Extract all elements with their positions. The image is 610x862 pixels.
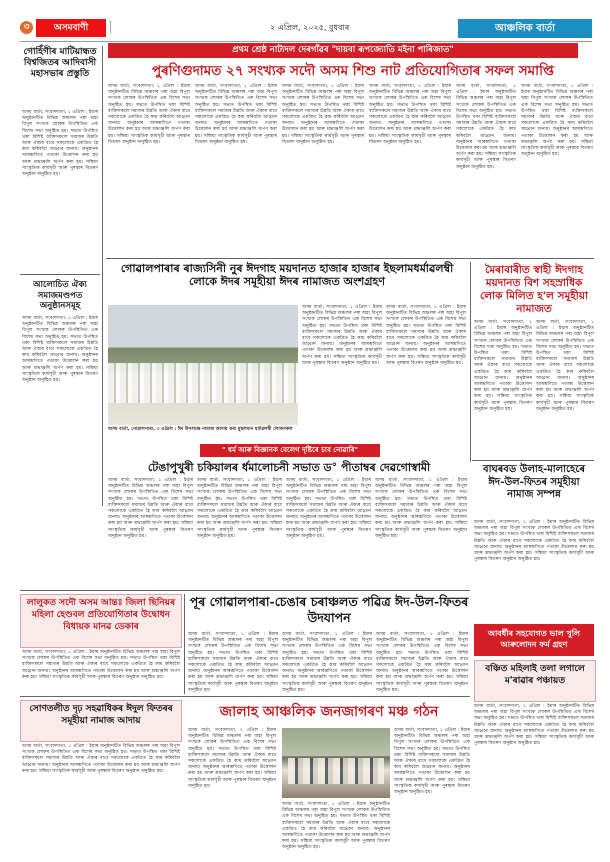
headline-bonchito: বঞ্চিত মহিলাই তলা লগালে ম'ৰাৱাৰ পঞ্চায়ত	[485, 664, 585, 686]
text-jalah-c1: অসম বাৰ্তা, সংবাদদাতা, ১ এপ্ৰিল : ইয়াৰ অনুষ্ঠানটিত বিভিন্ন অঞ্চলৰ পৰা অহা বিপুল সংখ্যক লোকৰ উপস্থিতিত এক বিশেষ সভা অনুষ্ঠিত হয়। সভাত উপস্থিত থকা বিশিষ্ট ব্যক্তিসকলে সমাজৰ উন্নতি আৰু ঐক্যৰ বাবে সকলোকে একত্ৰিত হৈ কাম কৰিবলৈ আহ্বান জনায়। অনুষ্ঠানৰ আৰম্ভণিতে পতাকা উত্তোলন কৰা হয় আৰু শ্ৰদ্ধাঞ্জলি অৰ্পণ কৰা হয়। সন্ধিয়া সাংস্কৃতিক কাৰ্যসূচী আৰু পুৰস্কাৰ বিতৰণ অনুষ্ঠান অনুষ্ঠিত হয়।	[188, 728, 276, 789]
divider	[102, 46, 103, 506]
laluk-box	[20, 594, 182, 648]
text-top-c1: অসম বাৰ্তা, সংবাদদাতা, ১ এপ্ৰিল : ইয়াৰ অনুষ্ঠানটিত বিভিন্ন অঞ্চলৰ পৰা অহা বিপুল সংখ্যক লোকৰ উপস্থিতিত এক বিশেষ সভা অনুষ্ঠিত হয়। সভাত উপস্থিত থকা বিশিষ্ট ব্যক্তিসকলে সমাজৰ উন্নতি আৰু ঐক্যৰ বাবে সকলোকে একত্ৰিত হৈ কাম কৰিবলৈ আহ্বান জনায়। অনুষ্ঠানৰ আৰম্ভণিতে পতাকা উত্তোলন কৰা হয় আৰু শ্ৰদ্ধাঞ্জলি অৰ্পণ কৰা হয়। সন্ধিয়া সাংস্কৃতিক কাৰ্যসূচী আৰু পুৰস্কাৰ বিতৰণ অনুষ্ঠান অনুষ্ঠিত হয়।	[108, 84, 190, 145]
text-jalah-c3: অসম বাৰ্তা, সংবাদদাতা, ১ এপ্ৰিল : ইয়াৰ অনুষ্ঠানটিত বিভিন্ন অঞ্চলৰ পৰা অহা বিপুল সংখ্যক লোকৰ উপস্থিতিত এক বিশেষ সভা অনুষ্ঠিত হয়। সভাত উপস্থিত থকা বিশিষ্ট ব্যক্তিসকলে সমাজৰ উন্নতি আৰু ঐক্যৰ বাবে সকলোকে একত্ৰিত হৈ কাম কৰিবলৈ আহ্বান জনায়। অনুষ্ঠানৰ আৰম্ভণিতে পতাকা উত্তোলন কৰা হয় আৰু শ্ৰদ্ধাঞ্জলি অৰ্পণ কৰা হয়। সন্ধিয়া সাংস্কৃতিক কাৰ্যসূচী আৰু পুৰস্কাৰ বিতৰণ অনুষ্ঠান অনুষ্ঠিত হয়।	[394, 728, 470, 796]
divider	[470, 262, 471, 462]
headline-goalpara: গোৱালপাৰাৰ ৰাজ্যসিনী নুৰ ঈদগাহ ময়দানত হাজাৰ হাজাৰ ইছলামধৰ্মাৱলম্বী লোকে ঈদৰ সমূহীয়া ঈদৰ নামাজত অংশগ্ৰহণ	[120, 262, 454, 288]
headline-moirabari: মৈৰাবাৰীত স্বাহী ঈদগাহ ময়দানত বিশ সহস্ৰাধিক লোক মিলিত হ'ল সমূহীয়া নামাজত	[479, 264, 589, 315]
headline-top: পুৰণিগুদামত ২৭ সংখ্যক সদৌ অসম শিশু নাট প্ৰতিযোগিতাৰ সফল সমাপ্তি	[151, 63, 555, 79]
bonchito-box	[474, 660, 596, 702]
quote-callout: " ধৰ্ম আৰু বিজ্ঞানক বেলেগ দৃষ্টিৰে চাব নোৱাৰি"	[200, 444, 380, 457]
text-pur-c3: অসম বাৰ্তা, সংবাদদাতা, ১ এপ্ৰিল : ইয়াৰ অনুষ্ঠানটিত বিভিন্ন অঞ্চলৰ পৰা অহা বিপুল সংখ্যক লোকৰ উপস্থিতিত এক বিশেষ সভা অনুষ্ঠিত হয়। সভাত উপস্থিত থকা বিশিষ্ট ব্যক্তিসকলে সমাজৰ উন্নতি আৰু ঐক্যৰ বাবে সকলোকে একত্ৰিত হৈ কাম কৰিবলৈ আহ্বান জনায়। অনুষ্ঠানৰ আৰম্ভণিতে পতাকা উত্তোলন কৰা হয় আৰু শ্ৰদ্ধাঞ্জলি অৰ্পণ কৰা হয়। সন্ধিয়া সাংস্কৃতিক কাৰ্যসূচী আৰু পুৰস্কাৰ বিতৰণ অনুষ্ঠান অনুষ্ঠিত হয়।	[376, 632, 468, 693]
divider	[20, 590, 470, 591]
text-pur-c2: অসম বাৰ্তা, সংবাদদাতা, ১ এপ্ৰিল : ইয়াৰ অনুষ্ঠানটিত বিভিন্ন অঞ্চলৰ পৰা অহা বিপুল সংখ্যক লোকৰ উপস্থিতিত এক বিশেষ সভা অনুষ্ঠিত হয়। সভাত উপস্থিত থকা বিশিষ্ট ব্যক্তিসকলে সমাজৰ উন্নতি আৰু ঐক্যৰ বাবে সকলোকে একত্ৰিত হৈ কাম কৰিবলৈ আহ্বান জনায়। অনুষ্ঠানৰ আৰম্ভণিতে পতাকা উত্তোলন কৰা হয় আৰু শ্ৰদ্ধাঞ্জলি অৰ্পণ কৰা হয়। সন্ধিয়া সাংস্কৃতিক কাৰ্যসূচী আৰু পুৰস্কাৰ বিতৰণ অনুষ্ঠান অনুষ্ঠিত হয়।	[282, 632, 372, 693]
caption-goalpara: অসম বাৰ্তা, গোৱালপাৰা, ৩ এপ্ৰিল : ঈদ উপলক্ষে নামাজ আদায় কৰা মুছলমান ধৰ্মাৱলম্বী লোকসকল	[108, 427, 293, 432]
text-moi-c1: অসম বাৰ্তা, সংবাদদাতা, ১ এপ্ৰিল : ইয়াৰ অনুষ্ঠানটিত বিভিন্ন অঞ্চলৰ পৰা অহা বিপুল সংখ্যক লোকৰ উপস্থিতিত এক বিশেষ সভা অনুষ্ঠিত হয়। সভাত উপস্থিত থকা বিশিষ্ট ব্যক্তিসকলে সমাজৰ উন্নতি আৰু ঐক্যৰ বাবে সকলোকে একত্ৰিত হৈ কাম কৰিবলৈ আহ্বান জনায়। অনুষ্ঠানৰ আৰম্ভণিতে পতাকা উত্তোলন কৰা হয় আৰু শ্ৰদ্ধাঞ্জলি অৰ্পণ কৰা হয়। সন্ধিয়া সাংস্কৃতিক কাৰ্যসূচী আৰু পুৰস্কাৰ বিতৰণ অনুষ্ঠান অনুষ্ঠিত হয়।	[474, 320, 532, 412]
headline-left1: গোহিঁগীৰ মাটিয়ান্ধত বিশ্বজিতৰ আদিবাসী মহাসভাৰ প্ৰস্তুতি	[23, 47, 97, 79]
text-tek-c1: অসম বাৰ্তা, সংবাদদাতা, ১ এপ্ৰিল : ইয়াৰ অনুষ্ঠানটিত বিভিন্ন অঞ্চলৰ পৰা অহা বিপুল সংখ্যক লোকৰ উপস্থিতিত এক বিশেষ সভা অনুষ্ঠিত হয়। সভাত উপস্থিত থকা বিশিষ্ট ব্যক্তিসকলে সমাজৰ উন্নতি আৰু ঐক্যৰ বাবে সকলোকে একত্ৰিত হৈ কাম কৰিবলৈ আহ্বান জনায়। অনুষ্ঠানৰ আৰম্ভণিতে পতাকা উত্তোলন কৰা হয় আৰু শ্ৰদ্ধাঞ্জলি অৰ্পণ কৰা হয়। সন্ধিয়া সাংস্কৃতিক কাৰ্যসূচী আৰু পুৰস্কাৰ বিতৰণ অনুষ্ঠান অনুষ্ঠিত হয়।	[108, 478, 193, 539]
masthead-info	[110, 21, 221, 33]
text-tek-c4: অসম বাৰ্তা, সংবাদদাতা, ১ এপ্ৰিল : ইয়াৰ অনুষ্ঠানটিত বিভিন্ন অঞ্চলৰ পৰা অহা বিপুল সংখ্যক লোকৰ উপস্থিতিত এক বিশেষ সভা অনুষ্ঠিত হয়। সভাত উপস্থিত থকা বিশিষ্ট ব্যক্তিসকলে সমাজৰ উন্নতি আৰু ঐক্যৰ বাবে সকলোকে একত্ৰিত হৈ কাম কৰিবলৈ আহ্বান জনায়। অনুষ্ঠানৰ আৰম্ভণিতে পতাকা উত্তোলন কৰা হয় আৰু শ্ৰদ্ধাঞ্জলি অৰ্পণ কৰা হয়। সন্ধিয়া সাংস্কৃতিক কাৰ্যসূচী আৰু পুৰস্কাৰ বিতৰণ অনুষ্ঠান অনুষ্ঠিত হয়।	[375, 478, 467, 539]
sontali-box	[20, 700, 182, 742]
text-left2: অসম বাৰ্তা, সংবাদদাতা, ১ এপ্ৰিল : ইয়াৰ অনুষ্ঠানটিত বিভিন্ন অঞ্চলৰ পৰা অহা বিপুল সংখ্যক লোকৰ উপস্থিতিত এক বিশেষ সভা অনুষ্ঠিত হয়। সভাত উপস্থিত থকা বিশিষ্ট ব্যক্তিসকলে সমাজৰ উন্নতি আৰু ঐক্যৰ বাবে সকলোকে একত্ৰিত হৈ কাম কৰিবলৈ আহ্বান জনায়। অনুষ্ঠানৰ আৰম্ভণিতে পতাকা উত্তোলন কৰা হয় আৰু শ্ৰদ্ধাঞ্জলি অৰ্পণ কৰা হয়। সন্ধিয়া সাংস্কৃতিক কাৰ্যসূচী আৰু পুৰস্কাৰ বিতৰণ অনুষ্ঠান অনুষ্ঠিত হয়।	[22, 316, 98, 384]
divider	[106, 258, 594, 259]
headline-purba: পূৰ গোৱালপাৰা-চেঙাৰ চৰাঞ্চলত পৱিত্ৰ ঈদ-উল-ফিতৰ উদযাপন	[189, 594, 469, 625]
headline-bagharbori: বাঘৰবড উলাহ-মালাহেৰে ঈদ-উল-ফিতৰ সমূহীয়া নামাজ সম্পন্ন	[483, 464, 585, 500]
divider	[472, 460, 594, 461]
text-tek-c2: অসম বাৰ্তা, সংবাদদাতা, ১ এপ্ৰিল : ইয়াৰ অনুষ্ঠানটিত বিভিন্ন অঞ্চলৰ পৰা অহা বিপুল সংখ্যক লোকৰ উপস্থিতিত এক বিশেষ সভা অনুষ্ঠিত হয়। সভাত উপস্থিত থকা বিশিষ্ট ব্যক্তিসকলে সমাজৰ উন্নতি আৰু ঐক্যৰ বাবে সকলোকে একত্ৰিত হৈ কাম কৰিবলৈ আহ্বান জনায়। অনুষ্ঠানৰ আৰম্ভণিতে পতাকা উত্তোলন কৰা হয় আৰু শ্ৰদ্ধাঞ্জলি অৰ্পণ কৰা হয়। সন্ধিয়া সাংস্কৃতিক কাৰ্যসূচী আৰু পুৰস্কাৰ বিতৰণ অনুষ্ঠান অনুষ্ঠিত হয়।	[197, 478, 282, 539]
headline-tengapukhuri: টেঙাপুখুৰী চকিয়ালৰ ৰ্ধমালোচনী সভাত ড° পীতাম্বৰ দেৱগোস্বামী	[147, 461, 431, 474]
text-top-c6: অসম বাৰ্তা, সংবাদদাতা, ১ এপ্ৰিল : ইয়াৰ অনুষ্ঠানটিত বিভিন্ন অঞ্চলৰ পৰা অহা বিপুল সংখ্যক লোকৰ উপস্থিতিত এক বিশেষ সভা অনুষ্ঠিত হয়। সভাত উপস্থিত থকা বিশিষ্ট ব্যক্তিসকলে সমাজৰ উন্নতি আৰু ঐক্যৰ বাবে সকলোকে একত্ৰিত হৈ কাম কৰিবলৈ আহ্বান জনায়। অনুষ্ঠানৰ আৰম্ভণিতে পতাকা উত্তোলন কৰা হয় আৰু শ্ৰদ্ধাঞ্জলি অৰ্পণ কৰা হয়। সন্ধিয়া সাংস্কৃতিক কাৰ্যসূচী আৰু পুৰস্কাৰ বিতৰণ অনুষ্ঠান অনুষ্ঠিত হয়।	[521, 84, 593, 158]
text-pur-c1: অসম বাৰ্তা, সংবাদদাতা, ১ এপ্ৰিল : ইয়াৰ অনুষ্ঠানটিত বিভিন্ন অঞ্চলৰ পৰা অহা বিপুল সংখ্যক লোকৰ উপস্থিতিত এক বিশেষ সভা অনুষ্ঠিত হয়। সভাত উপস্থিত থকা বিশিষ্ট ব্যক্তিসকলে সমাজৰ উন্নতি আৰু ঐক্যৰ বাবে সকলোকে একত্ৰিত হৈ কাম কৰিবলৈ আহ্বান জনায়। অনুষ্ঠানৰ আৰম্ভণিতে পতাকা উত্তোলন কৰা হয় আৰু শ্ৰদ্ধাঞ্জলি অৰ্পণ কৰা হয়। সন্ধিয়া সাংস্কৃতিক কাৰ্যসূচী আৰু পুৰস্কাৰ বিতৰণ অনুষ্ঠান অনুষ্ঠিত হয়।	[188, 632, 278, 693]
people-shape	[288, 758, 384, 784]
text-goal-c2: অসম বাৰ্তা, সংবাদদাতা, ১ এপ্ৰিল : ইয়াৰ অনুষ্ঠানটিত বিভিন্ন অঞ্চলৰ পৰা অহা বিপুল সংখ্যক লোকৰ উপস্থিতিত এক বিশেষ সভা অনুষ্ঠিত হয়। সভাত উপস্থিত থকা বিশিষ্ট ব্যক্তিসকলে সমাজৰ উন্নতি আৰু ঐক্যৰ বাবে সকলোকে একত্ৰিত হৈ কাম কৰিবলৈ আহ্বান জনায়। অনুষ্ঠানৰ আৰম্ভণিতে পতাকা উত্তোলন কৰা হয় আৰু শ্ৰদ্ধাঞ্জলি অৰ্পণ কৰা হয়। সন্ধিয়া সাংস্কৃতিক কাৰ্যসূচী আৰু পুৰস্কাৰ বিতৰণ অনুষ্ঠান অনুষ্ঠিত হয়।	[386, 305, 466, 366]
text-top-c5: অসম বাৰ্তা, সংবাদদাতা, ১ এপ্ৰিল : ইয়াৰ অনুষ্ঠানটিত বিভিন্ন অঞ্চলৰ পৰা অহা বিপুল সংখ্যক লোকৰ উপস্থিতিত এক বিশেষ সভা অনুষ্ঠিত হয়। সভাত উপস্থিত থকা বিশিষ্ট ব্যক্তিসকলে সমাজৰ উন্নতি আৰু ঐক্যৰ বাবে সকলোকে একত্ৰিত হৈ কাম কৰিবলৈ আহ্বান জনায়। অনুষ্ঠানৰ আৰম্ভণিতে পতাকা উত্তোলন কৰা হয় আৰু শ্ৰদ্ধাঞ্জলি অৰ্পণ কৰা হয়। সন্ধিয়া সাংস্কৃতিক কাৰ্যসূচী আৰু পুৰস্কাৰ বিতৰণ অনুষ্ঠান অনুষ্ঠিত হয়।	[456, 84, 516, 170]
jalah-photo	[282, 728, 390, 798]
crowd-shape	[108, 363, 298, 403]
banner: প্ৰথম শ্ৰেষ্ঠ নাট্যদল দেৰগাঁৱৰ "দায়বা ৰূপজ্যোতি মইনা পাৰিজাত"	[108, 43, 578, 58]
text-bonchito: অসম বাৰ্তা, সংবাদদাতা, ১ এপ্ৰিল : ইয়াৰ অনুষ্ঠানটিত বিভিন্ন অঞ্চলৰ পৰা অহা বিপুল সংখ্যক লোকৰ উপস্থিতিত এক বিশেষ সভা অনুষ্ঠিত হয়। সভাত উপস্থিত থকা বিশিষ্ট ব্যক্তিসকলে সমাজৰ উন্নতি আৰু ঐক্যৰ বাবে সকলোকে একত্ৰিত হৈ কাম কৰিবলৈ আহ্বান জনায়। অনুষ্ঠানৰ আৰম্ভণিতে পতাকা উত্তোলন কৰা হয় আৰু শ্ৰদ্ধাঞ্জলি অৰ্পণ কৰা হয়। সন্ধিয়া সাংস্কৃতিক কাৰ্যসূচী আৰু পুৰস্কাৰ বিতৰণ অনুষ্ঠান অনুষ্ঠিত হয়।	[474, 704, 594, 747]
divider	[20, 696, 470, 697]
text-jalah-c2: অসম বাৰ্তা, সংবাদদাতা, ১ এপ্ৰিল : ইয়াৰ অনুষ্ঠানটিত বিভিন্ন অঞ্চলৰ পৰা অহা বিপুল সংখ্যক লোকৰ উপস্থিতিত এক বিশেষ সভা অনুষ্ঠিত হয়। সভাত উপস্থিত থকা বিশিষ্ট ব্যক্তিসকলে সমাজৰ উন্নতি আৰু ঐক্যৰ বাবে সকলোকে একত্ৰিত হৈ কাম কৰিবলৈ আহ্বান জনায়। অনুষ্ঠানৰ আৰম্ভণিতে পতাকা উত্তোলন কৰা হয় আৰু শ্ৰদ্ধাঞ্জলি অৰ্পণ কৰা হয়। সন্ধিয়া সাংস্কৃতিক কাৰ্যসূচী আৰু পুৰস্কাৰ বিতৰণ অনুষ্ঠান অনুষ্ঠিত হয়।	[282, 802, 390, 851]
text-moi-c2: অসম বাৰ্তা, সংবাদদাতা, ১ এপ্ৰিল : ইয়াৰ অনুষ্ঠানটিত বিভিন্ন অঞ্চলৰ পৰা অহা বিপুল সংখ্যক লোকৰ উপস্থিতিত এক বিশেষ সভা অনুষ্ঠিত হয়। সভাত উপস্থিত থকা বিশিষ্ট ব্যক্তিসকলে সমাজৰ উন্নতি আৰু ঐক্যৰ বাবে সকলোকে একত্ৰিত হৈ কাম কৰিবলৈ আহ্বান জনায়। অনুষ্ঠানৰ আৰম্ভণিতে পতাকা উত্তোলন কৰা হয় আৰু শ্ৰদ্ধাঞ্জলি অৰ্পণ কৰা হয়। সন্ধিয়া সাংস্কৃতিক কাৰ্যসূচী আৰু পুৰস্কাৰ বিতৰণ অনুষ্ঠান অনুষ্ঠিত হয়।	[536, 320, 594, 412]
text-bag: অসম বাৰ্তা, সংবাদদাতা, ১ এপ্ৰিল : ইয়াৰ অনুষ্ঠানটিত বিভিন্ন অঞ্চলৰ পৰা অহা বিপুল সংখ্যক লোকৰ উপস্থিতিত এক বিশেষ সভা অনুষ্ঠিত হয়। সভাত উপস্থিত থকা বিশিষ্ট ব্যক্তিসকলে সমাজৰ উন্নতি আৰু ঐক্যৰ বাবে সকলোকে একত্ৰিত হৈ কাম কৰিবলৈ আহ্বান জনায়। অনুষ্ঠানৰ আৰম্ভণিতে পতাকা উত্তোলন কৰা হয় আৰু শ্ৰদ্ধাঞ্জলি অৰ্পণ কৰা হয়। সন্ধিয়া সাংস্কৃতিক কাৰ্যসূচী আৰু পুৰস্কাৰ বিতৰণ অনুষ্ঠান অনুষ্ঠিত হয়।	[474, 520, 594, 563]
notice-box: আবৰ্ধীৰ সহযোগত ভাল খুলি আৰুলোদন ফৰ্ম গ্ৰহণ	[474, 624, 594, 656]
text-laluk: অসম বাৰ্তা, সংবাদদাতা, ১ এপ্ৰিল : ইয়াৰ অনুষ্ঠানটিত বিভিন্ন অঞ্চলৰ পৰা অহা বিপুল সংখ্যক লোকৰ উপস্থিতিত এক বিশেষ সভা অনুষ্ঠিত হয়। সভাত উপস্থিত থকা বিশিষ্ট ব্যক্তিসকলে সমাজৰ উন্নতি আৰু ঐক্যৰ বাবে সকলোকে একত্ৰিত হৈ কাম কৰিবলৈ আহ্বান জনায়। অনুষ্ঠানৰ আৰম্ভণিতে পতাকা উত্তোলন কৰা হয় আৰু শ্ৰদ্ধাঞ্জলি অৰ্পণ কৰা হয়। সন্ধিয়া সাংস্কৃতিক কাৰ্যসূচী আৰু পুৰস্কাৰ বিতৰণ অনুষ্ঠান অনুষ্ঠিত হয়।	[22, 650, 180, 680]
masthead	[20, 16, 592, 42]
text-top-c4: অসম বাৰ্তা, সংবাদদাতা, ১ এপ্ৰিল : ইয়াৰ অনুষ্ঠানটিত বিভিন্ন অঞ্চলৰ পৰা অহা বিপুল সংখ্যক লোকৰ উপস্থিতিত এক বিশেষ সভা অনুষ্ঠিত হয়। সভাত উপস্থিত থকা বিশিষ্ট ব্যক্তিসকলে সমাজৰ উন্নতি আৰু ঐক্যৰ বাবে সকলোকে একত্ৰিত হৈ কাম কৰিবলৈ আহ্বান জনায়। অনুষ্ঠানৰ আৰম্ভণিতে পতাকা উত্তোলন কৰা হয় আৰু শ্ৰদ্ধাঞ্জলি অৰ্পণ কৰা হয়। সন্ধিয়া সাংস্কৃতিক কাৰ্যসূচী আৰু পুৰস্কাৰ বিতৰণ অনুষ্ঠান অনুষ্ঠিত হয়।	[369, 84, 451, 145]
headline-left2: আলোচিত ঐক্য সমাজমণ্ডপত অনুষ্ঠানসমূহ	[33, 280, 87, 311]
masthead-logo: অসমবাণী	[36, 19, 106, 37]
section-label: আঞ্চলিক বাৰ্তা	[458, 19, 592, 38]
divider	[184, 594, 185, 694]
headline-jalah: জালাহ আঞ্চলিক জনজাগৰণ মঞ্চ গঠন	[219, 704, 439, 720]
headline-laluk: লালুকত সদৌ অসম আন্তঃ জিলা ছিনিয়ৰ মহিলা হেণ্ডবল প্ৰতিযোগিতাৰ উদ্বোধন বিধায়ক মানৱ ডেকাৰ	[26, 598, 176, 632]
page-number: ৩	[20, 21, 33, 34]
text-top-c2: অসম বাৰ্তা, সংবাদদাতা, ১ এপ্ৰিল : ইয়াৰ অনুষ্ঠানটিত বিভিন্ন অঞ্চলৰ পৰা অহা বিপুল সংখ্যক লোকৰ উপস্থিতিত এক বিশেষ সভা অনুষ্ঠিত হয়। সভাত উপস্থিত থকা বিশিষ্ট ব্যক্তিসকলে সমাজৰ উন্নতি আৰু ঐক্যৰ বাবে সকলোকে একত্ৰিত হৈ কাম কৰিবলৈ আহ্বান জনায়। অনুষ্ঠানৰ আৰম্ভণিতে পতাকা উত্তোলন কৰা হয় আৰু শ্ৰদ্ধাঞ্জলি অৰ্পণ কৰা হয়। সন্ধিয়া সাংস্কৃতিক কাৰ্যসূচী আৰু পুৰস্কাৰ বিতৰণ অনুষ্ঠান অনুষ্ঠিত হয়।	[195, 84, 277, 145]
text-sontali: অসম বাৰ্তা, সংবাদদাতা, ১ এপ্ৰিল : ইয়াৰ অনুষ্ঠানটিত বিভিন্ন অঞ্চলৰ পৰা অহা বিপুল সংখ্যক লোকৰ উপস্থিতিত এক বিশেষ সভা অনুষ্ঠিত হয়। সভাত উপস্থিত থকা বিশিষ্ট ব্যক্তিসকলে সমাজৰ উন্নতি আৰু ঐক্যৰ বাবে সকলোকে একত্ৰিত হৈ কাম কৰিবলৈ আহ্বান জনায়। অনুষ্ঠানৰ আৰম্ভণিতে পতাকা উত্তোলন কৰা হয় আৰু শ্ৰদ্ধাঞ্জলি অৰ্পণ কৰা হয়। সন্ধিয়া সাংস্কৃতিক কাৰ্যসূচী আৰু পুৰস্কাৰ বিতৰণ অনুষ্ঠান অনুষ্ঠিত হয়।	[22, 744, 180, 774]
masthead-date: ২ এপ্ৰিল, ২০২৫, বুধবাৰ	[270, 23, 350, 32]
divider	[20, 274, 100, 275]
headline-sontali: সোণতলীত দৃঢ় সহৱাধিকৰ ঈদুল ফিতৰৰ সমূহীয়া নামাজ আদায়	[29, 704, 173, 726]
text-goal-c1: অসম বাৰ্তা, সংবাদদাতা, ১ এপ্ৰিল : ইয়াৰ অনুষ্ঠানটিত বিভিন্ন অঞ্চলৰ পৰা অহা বিপুল সংখ্যক লোকৰ উপস্থিতিত এক বিশেষ সভা অনুষ্ঠিত হয়। সভাত উপস্থিত থকা বিশিষ্ট ব্যক্তিসকলে সমাজৰ উন্নতি আৰু ঐক্যৰ বাবে সকলোকে একত্ৰিত হৈ কাম কৰিবলৈ আহ্বান জনায়। অনুষ্ঠানৰ আৰম্ভণিতে পতাকা উত্তোলন কৰা হয় আৰু শ্ৰদ্ধাঞ্জলি অৰ্পণ কৰা হয়। সন্ধিয়া সাংস্কৃতিক কাৰ্যসূচী আৰু পুৰস্কাৰ বিতৰণ অনুষ্ঠান অনুষ্ঠিত হয়।	[302, 305, 382, 366]
text-tek-c3: অসম বাৰ্তা, সংবাদদাতা, ১ এপ্ৰিল : ইয়াৰ অনুষ্ঠানটিত বিভিন্ন অঞ্চলৰ পৰা অহা বিপুল সংখ্যক লোকৰ উপস্থিতিত এক বিশেষ সভা অনুষ্ঠিত হয়। সভাত উপস্থিত থকা বিশিষ্ট ব্যক্তিসকলে সমাজৰ উন্নতি আৰু ঐক্যৰ বাবে সকলোকে একত্ৰিত হৈ কাম কৰিবলৈ আহ্বান জনায়। অনুষ্ঠানৰ আৰম্ভণিতে পতাকা উত্তোলন কৰা হয় আৰু শ্ৰদ্ধাঞ্জলি অৰ্পণ কৰা হয়। সন্ধিয়া সাংস্কৃতিক কাৰ্যসূচী আৰু পুৰস্কাৰ বিতৰণ অনুষ্ঠান অনুষ্ঠিত হয়।	[286, 478, 371, 539]
goalpara-photo	[108, 305, 298, 425]
text-left1: অসম বাৰ্তা, সংবাদদাতা, ১ এপ্ৰিল : ইয়াৰ অনুষ্ঠানটিত বিভিন্ন অঞ্চলৰ পৰা অহা বিপুল সংখ্যক লোকৰ উপস্থিতিত এক বিশেষ সভা অনুষ্ঠিত হয়। সভাত উপস্থিত থকা বিশিষ্ট ব্যক্তিসকলে সমাজৰ উন্নতি আৰু ঐক্যৰ বাবে সকলোকে একত্ৰিত হৈ কাম কৰিবলৈ আহ্বান জনায়। অনুষ্ঠানৰ আৰম্ভণিতে পতাকা উত্তোলন কৰা হয় আৰু শ্ৰদ্ধাঞ্জলি অৰ্পণ কৰা হয়। সন্ধিয়া সাংস্কৃতিক কাৰ্যসূচী আৰু পুৰস্কাৰ বিতৰণ অনুষ্ঠান অনুষ্ঠিত হয়।	[22, 110, 98, 178]
text-top-c3: অসম বাৰ্তা, সংবাদদাতা, ১ এপ্ৰিল : ইয়াৰ অনুষ্ঠানটিত বিভিন্ন অঞ্চলৰ পৰা অহা বিপুল সংখ্যক লোকৰ উপস্থিতিত এক বিশেষ সভা অনুষ্ঠিত হয়। সভাত উপস্থিত থকা বিশিষ্ট ব্যক্তিসকলে সমাজৰ উন্নতি আৰু ঐক্যৰ বাবে সকলোকে একত্ৰিত হৈ কাম কৰিবলৈ আহ্বান জনায়। অনুষ্ঠানৰ আৰম্ভণিতে পতাকা উত্তোলন কৰা হয় আৰু শ্ৰদ্ধাঞ্জলি অৰ্পণ কৰা হয়। সন্ধিয়া সাংস্কৃতিক কাৰ্যসূচী আৰু পুৰস্কাৰ বিতৰণ অনুষ্ঠান অনুষ্ঠিত হয়।	[282, 84, 364, 145]
